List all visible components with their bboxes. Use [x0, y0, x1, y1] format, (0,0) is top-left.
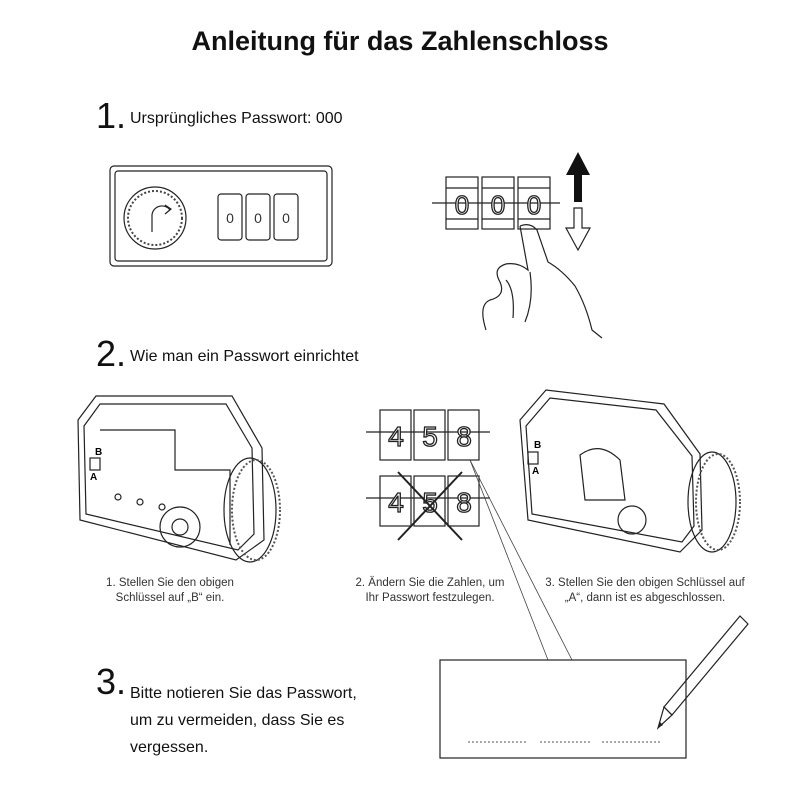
step-3-line: Bitte notieren Sie das Passwort,: [130, 685, 357, 702]
switch-label-a: A: [90, 472, 98, 483]
caption-line: „A“, dann ist es abgeschlossen.: [564, 592, 726, 604]
lock-front-illustration: [110, 166, 332, 266]
switch-label-b: B: [534, 440, 542, 451]
arrow-down-icon: [566, 208, 590, 250]
lock-back-a-illustration: [520, 390, 740, 552]
wheel-digit: 5: [422, 487, 438, 518]
step-2-number: 2.: [96, 333, 127, 374]
step-2-text: Wie man ein Passwort einrichtet: [130, 348, 359, 365]
caption-line: Ihr Passwort festzulegen.: [365, 592, 495, 604]
step-3-number: 3.: [96, 661, 127, 702]
step-3-line: vergessen.: [130, 739, 209, 756]
wheel-digit: 0: [454, 190, 470, 220]
caption-line: Schlüssel auf „B“ ein.: [115, 592, 225, 604]
front-wheel-digit: 0: [282, 210, 290, 226]
wheel-digit: 4: [388, 487, 404, 518]
wheel-digit: 8: [456, 487, 472, 518]
step-1-number: 1.: [96, 95, 127, 136]
wheels-458-illustration: [366, 410, 490, 540]
caption-line: 1. Stellen Sie den obigen: [106, 577, 234, 589]
wheel-digit: 4: [388, 421, 404, 452]
wheel-digit: 0: [526, 190, 542, 220]
wheels-000-illustration: [432, 152, 602, 338]
wheel-digit: 5: [422, 421, 438, 452]
wheel-digit: 0: [490, 190, 506, 220]
hand-icon: [483, 225, 602, 338]
step-3-line: um zu vermeiden, dass Sie es: [130, 712, 345, 729]
front-wheel-digit: 0: [226, 210, 234, 226]
wheel-digit: 8: [456, 421, 472, 452]
switch-label-a: A: [532, 466, 540, 477]
caption-line: 2. Ändern Sie die Zahlen, um: [355, 577, 505, 589]
step-1-text: Ursprüngliches Passwort: 000: [130, 110, 343, 127]
front-wheel-digit: 0: [254, 210, 262, 226]
arrow-up-icon: [566, 152, 590, 202]
lock-back-b-illustration: [78, 396, 280, 562]
switch-label-b: B: [95, 447, 103, 458]
page-title: Anleitung für das Zahlenschloss: [191, 26, 609, 56]
caption-line: 3. Stellen Sie den obigen Schlüssel auf: [545, 577, 745, 589]
pencil-icon: [658, 616, 748, 728]
